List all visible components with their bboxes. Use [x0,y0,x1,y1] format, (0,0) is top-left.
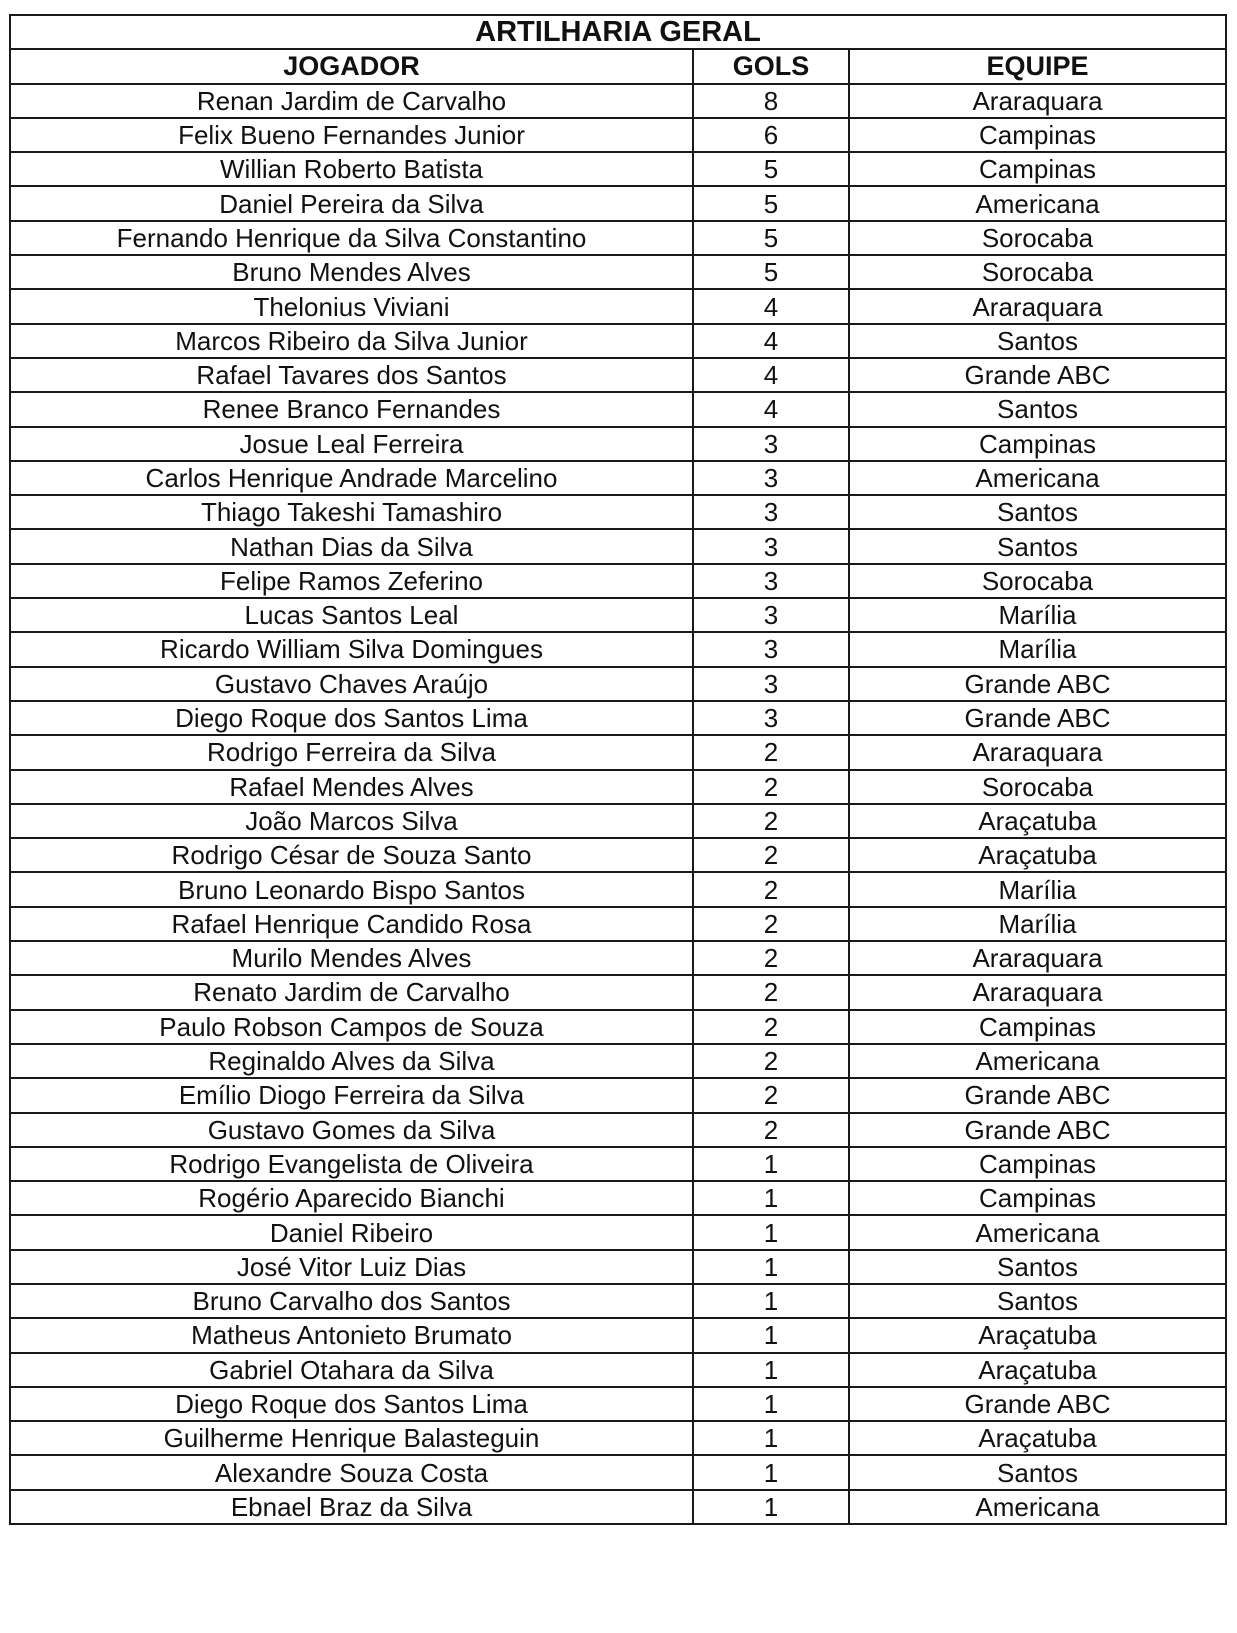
team-cell: Grande ABC [849,1113,1226,1147]
goals-cell: 1 [693,1284,849,1318]
team-cell: Americana [849,1490,1226,1524]
player-cell: Murilo Mendes Alves [10,941,693,975]
player-cell: Gustavo Gomes da Silva [10,1113,693,1147]
team-cell: Grande ABC [849,1078,1226,1112]
title-row [10,15,1226,49]
goals-cell: 2 [693,907,849,941]
player-cell: Willian Roberto Batista [10,152,693,186]
table-row [10,1284,1226,1318]
table-row [10,1250,1226,1284]
goals-cell: 3 [693,667,849,701]
player-cell: João Marcos Silva [10,804,693,838]
table-row [10,221,1226,255]
player-cell: Daniel Ribeiro [10,1215,693,1249]
table-row [10,975,1226,1009]
table-row [10,324,1226,358]
table-row [10,1318,1226,1352]
player-cell: Bruno Leonardo Bispo Santos [10,872,693,906]
column-header-team: EQUIPE [849,49,1226,83]
table-row [10,1147,1226,1181]
team-cell: Santos [849,324,1226,358]
goals-cell: 2 [693,1078,849,1112]
table-row [10,392,1226,426]
player-cell: Carlos Henrique Andrade Marcelino [10,461,693,495]
player-cell: Rodrigo Ferreira da Silva [10,735,693,769]
goals-cell: 1 [693,1421,849,1455]
goals-cell: 3 [693,598,849,632]
team-cell: Santos [849,1284,1226,1318]
table-row [10,667,1226,701]
goals-cell: 5 [693,186,849,220]
team-cell: Grande ABC [849,667,1226,701]
table-row [10,289,1226,323]
goals-cell: 2 [693,1113,849,1147]
team-cell: Campinas [849,1147,1226,1181]
table-row [10,152,1226,186]
team-cell: Araraquara [849,975,1226,1009]
table-title: ARTILHARIA GERAL [10,15,1226,49]
goals-cell: 3 [693,427,849,461]
table-row [10,907,1226,941]
player-cell: Emílio Diogo Ferreira da Silva [10,1078,693,1112]
goals-cell: 6 [693,118,849,152]
player-cell: Rodrigo César de Souza Santo [10,838,693,872]
scorers-table [9,14,1227,1525]
goals-cell: 3 [693,461,849,495]
goals-cell: 5 [693,221,849,255]
table-row [10,427,1226,461]
table-row [10,255,1226,289]
team-cell: Araraquara [849,289,1226,323]
table-row [10,770,1226,804]
player-cell: Renan Jardim de Carvalho [10,84,693,118]
table-row [10,1044,1226,1078]
goals-cell: 1 [693,1353,849,1387]
team-cell: Grande ABC [849,701,1226,735]
goals-cell: 3 [693,564,849,598]
team-cell: Santos [849,495,1226,529]
player-cell: Ricardo William Silva Domingues [10,632,693,666]
player-cell: Ebnael Braz da Silva [10,1490,693,1524]
goals-cell: 4 [693,392,849,426]
player-cell: Diego Roque dos Santos Lima [10,701,693,735]
team-cell: Sorocaba [849,255,1226,289]
goals-cell: 2 [693,1010,849,1044]
goals-cell: 8 [693,84,849,118]
header-row [10,49,1226,83]
table-row [10,1215,1226,1249]
table-row [10,461,1226,495]
table-row [10,1353,1226,1387]
team-cell: Araçatuba [849,1353,1226,1387]
team-cell: Campinas [849,152,1226,186]
goals-cell: 4 [693,324,849,358]
table-row [10,1113,1226,1147]
table-row [10,529,1226,563]
table-row [10,804,1226,838]
column-header-goals: GOLS [693,49,849,83]
player-cell: José Vitor Luiz Dias [10,1250,693,1284]
team-cell: Americana [849,1044,1226,1078]
team-cell: Americana [849,186,1226,220]
team-cell: Marília [849,632,1226,666]
team-cell: Campinas [849,118,1226,152]
goals-cell: 2 [693,975,849,1009]
goals-cell: 5 [693,255,849,289]
player-cell: Lucas Santos Leal [10,598,693,632]
team-cell: Campinas [849,427,1226,461]
goals-cell: 2 [693,804,849,838]
player-cell: Daniel Pereira da Silva [10,186,693,220]
player-cell: Alexandre Souza Costa [10,1455,693,1489]
goals-cell: 2 [693,872,849,906]
goals-cell: 1 [693,1250,849,1284]
player-cell: Paulo Robson Campos de Souza [10,1010,693,1044]
table-row [10,1421,1226,1455]
table-row [10,632,1226,666]
player-cell: Bruno Mendes Alves [10,255,693,289]
player-cell: Fernando Henrique da Silva Constantino [10,221,693,255]
team-cell: Americana [849,1215,1226,1249]
table-row [10,186,1226,220]
player-cell: Matheus Antonieto Brumato [10,1318,693,1352]
team-cell: Araraquara [849,84,1226,118]
table-row [10,872,1226,906]
team-cell: Marília [849,598,1226,632]
team-cell: Santos [849,529,1226,563]
goals-cell: 1 [693,1455,849,1489]
goals-cell: 1 [693,1318,849,1352]
table-row [10,1078,1226,1112]
player-cell: Rafael Tavares dos Santos [10,358,693,392]
team-cell: Araçatuba [849,804,1226,838]
player-cell: Nathan Dias da Silva [10,529,693,563]
player-cell: Rodrigo Evangelista de Oliveira [10,1147,693,1181]
team-cell: Araçatuba [849,838,1226,872]
goals-cell: 2 [693,1044,849,1078]
table-row [10,495,1226,529]
player-cell: Gustavo Chaves Araújo [10,667,693,701]
table-row [10,735,1226,769]
table-row [10,1490,1226,1524]
player-cell: Diego Roque dos Santos Lima [10,1387,693,1421]
goals-cell: 3 [693,529,849,563]
team-cell: Marília [849,907,1226,941]
team-cell: Grande ABC [849,1387,1226,1421]
table-row [10,701,1226,735]
player-cell: Reginaldo Alves da Silva [10,1044,693,1078]
player-cell: Felix Bueno Fernandes Junior [10,118,693,152]
goals-cell: 5 [693,152,849,186]
team-cell: Santos [849,392,1226,426]
table-row [10,1181,1226,1215]
goals-cell: 1 [693,1490,849,1524]
player-cell: Rafael Henrique Candido Rosa [10,907,693,941]
goals-cell: 3 [693,632,849,666]
team-cell: Araraquara [849,941,1226,975]
player-cell: Thelonius Viviani [10,289,693,323]
goals-cell: 4 [693,289,849,323]
table-row [10,358,1226,392]
team-cell: Araraquara [849,735,1226,769]
goals-cell: 3 [693,495,849,529]
player-cell: Gabriel Otahara da Silva [10,1353,693,1387]
player-cell: Rafael Mendes Alves [10,770,693,804]
table-body [10,84,1226,1524]
table-row [10,598,1226,632]
goals-cell: 2 [693,941,849,975]
table-row [10,1387,1226,1421]
player-cell: Marcos Ribeiro da Silva Junior [10,324,693,358]
player-cell: Bruno Carvalho dos Santos [10,1284,693,1318]
goals-cell: 1 [693,1147,849,1181]
team-cell: Campinas [849,1010,1226,1044]
team-cell: Sorocaba [849,770,1226,804]
team-cell: Santos [849,1250,1226,1284]
player-cell: Felipe Ramos Zeferino [10,564,693,598]
goals-cell: 1 [693,1181,849,1215]
team-cell: Americana [849,461,1226,495]
team-cell: Araçatuba [849,1421,1226,1455]
goals-cell: 4 [693,358,849,392]
table-row [10,564,1226,598]
team-cell: Sorocaba [849,564,1226,598]
player-cell: Josue Leal Ferreira [10,427,693,461]
table-row [10,1455,1226,1489]
player-cell: Rogério Aparecido Bianchi [10,1181,693,1215]
player-cell: Renee Branco Fernandes [10,392,693,426]
team-cell: Grande ABC [849,358,1226,392]
player-cell: Renato Jardim de Carvalho [10,975,693,1009]
goals-cell: 2 [693,735,849,769]
goals-cell: 2 [693,838,849,872]
player-cell: Guilherme Henrique Balasteguin [10,1421,693,1455]
team-cell: Marília [849,872,1226,906]
player-cell: Thiago Takeshi Tamashiro [10,495,693,529]
goals-cell: 3 [693,701,849,735]
table-row [10,118,1226,152]
team-cell: Santos [849,1455,1226,1489]
team-cell: Sorocaba [849,221,1226,255]
team-cell: Araçatuba [849,1318,1226,1352]
team-cell: Campinas [849,1181,1226,1215]
table-row [10,1010,1226,1044]
goals-cell: 2 [693,770,849,804]
column-header-player: JOGADOR [10,49,693,83]
goals-cell: 1 [693,1387,849,1421]
goals-cell: 1 [693,1215,849,1249]
table-row [10,84,1226,118]
table-row [10,838,1226,872]
table-row [10,941,1226,975]
